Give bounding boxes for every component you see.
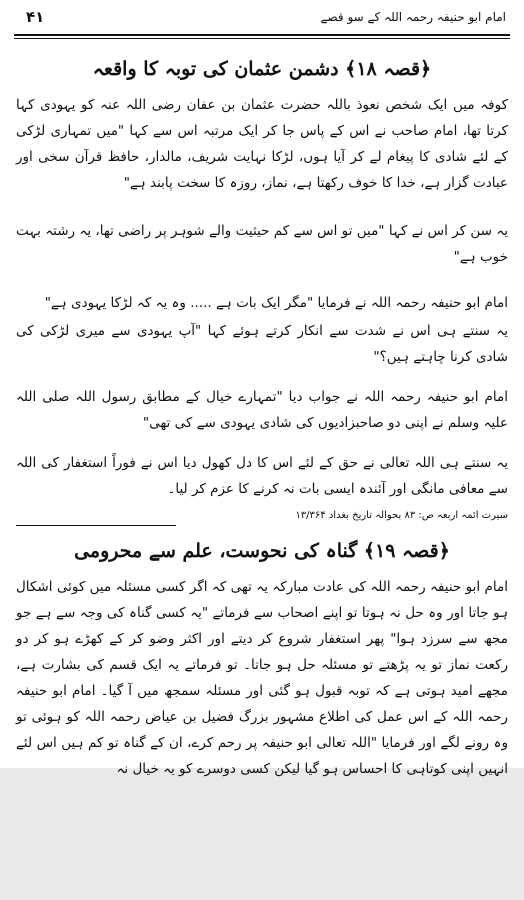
header-rule-thin [14,38,510,39]
story-19-paragraph: امام ابو حنیفہ رحمہ اللہ کی عادت مبارکہ یہ تھی کہ اگر کسی مسئلہ میں کوئی اشکال ہو جاتا اور وہ حل نہ ہوتا تو اپنے اصحاب سے فرماتے "یہ کسی گناہ کی وجہ سے ہے جو مجھ سے سرزد ہوا" پھر استغفار شروع کر دیتے اور اکثر وضو کر کے کھڑے ہو کر دو رکعت نماز تو یہ پڑھتے تو مسئلہ حل ہو جاتا۔ تو فرماتے یہ ایک قسم کی بشارت ہے، مجھے امید ہوتی ہے کہ توبہ قبول ہو گئی اور مسئلہ سمجھ میں آ گیا۔ امام ابو حنیفہ رحمہ اللہ کے اس عمل کی اطلاع مشہور بزرگ فضیل بن عیاض رحمہ اللہ کو ہوئی تو وہ رونے لگے اور فرمایا "اللہ تعالی ابو حنیفہ پر رحم کرے، ان کے گناہ تو کم ہیں اس لئے انہیں اپنی کوتاہی کا احساس ہو گیا لیکن کسی دوسرے کو یہ خیال نہ [16,579,508,777]
story-18-paragraph-5: امام ابو حنیفہ رحمہ اللہ نے جواب دیا "تمہارے خیال کے مطابق رسول اللہ صلی اللہ علیہ وسلم نے اپنی دو صاحبزادیوں کی شادی یہودی سے کی تھی" [16,389,508,431]
header-rule [14,34,510,36]
story-19-title: ﴿قصہ ۱۹﴾ گناہ کی نحوست، علم سے محرومی [74,540,450,562]
story-18-title: ﴿قصہ ۱۸﴾ دشمن عثمان کی توبہ کا واقعہ [92,58,432,80]
page-header [14,6,510,34]
reference-underline [16,525,176,526]
story-18-reference: سیرت ائمہ اربعہ ص: ۸۳ بحوالہ تاریخ بغداد ۱۳/۳۶۴ [295,510,508,521]
story-18-paragraph-4: یہ سنتے ہی اس نے شدت سے انکار کرتے ہوئے کہا "آپ یہودی سے میری لڑکی کی شادی کرنا چاہتے ہیں؟" [16,323,508,365]
story-18-paragraph-1: کوفہ میں ایک شخص نعوذ باللہ حضرت عثمان بن عفان رضی اللہ عنہ کو یہودی کہا کرتا تھا، امام صاحب نے اس کے پاس جا کر ایک مرتبہ اس سے کہا "میں تمہاری لڑکی کے لئے شادی کا پیغام لے کر آیا ہوں، لڑکا نہایت شریف، مالدار، حافظ قرآن سخی اور عبادت گزار ہے، خدا کا خوف رکھتا ہے، نماز، روزہ کا سخت پابند ہے" [16,97,508,191]
story-19-heading [0,540,524,562]
running-title: امام ابو حنیفہ رحمہ اللہ کے سو قصے [320,10,506,24]
story-18-paragraph-6: یہ سنتے ہی اللہ تعالی نے حق کے لئے اس کا دل کھول دیا اس نے فوراً استغفار کی اللہ سے معافی مانگی اور آئندہ ایسی بات نہ کرنے کا عزم کر لیا۔ [16,455,508,497]
page-number: ۴۱ [26,8,45,26]
story-18-paragraph-2: یہ سن کر اس نے کہا "میں تو اس سے کم حیثیت والے شوہر پر راضی تھا، یہ رشتہ بہت خوب ہے" [16,223,508,265]
story-18-heading [0,58,524,80]
story-18-paragraph-3: امام ابو حنیفہ رحمہ اللہ نے فرمایا "مگر ایک بات ہے ..... وہ یہ کہ لڑکا یہودی ہے" [44,295,508,311]
